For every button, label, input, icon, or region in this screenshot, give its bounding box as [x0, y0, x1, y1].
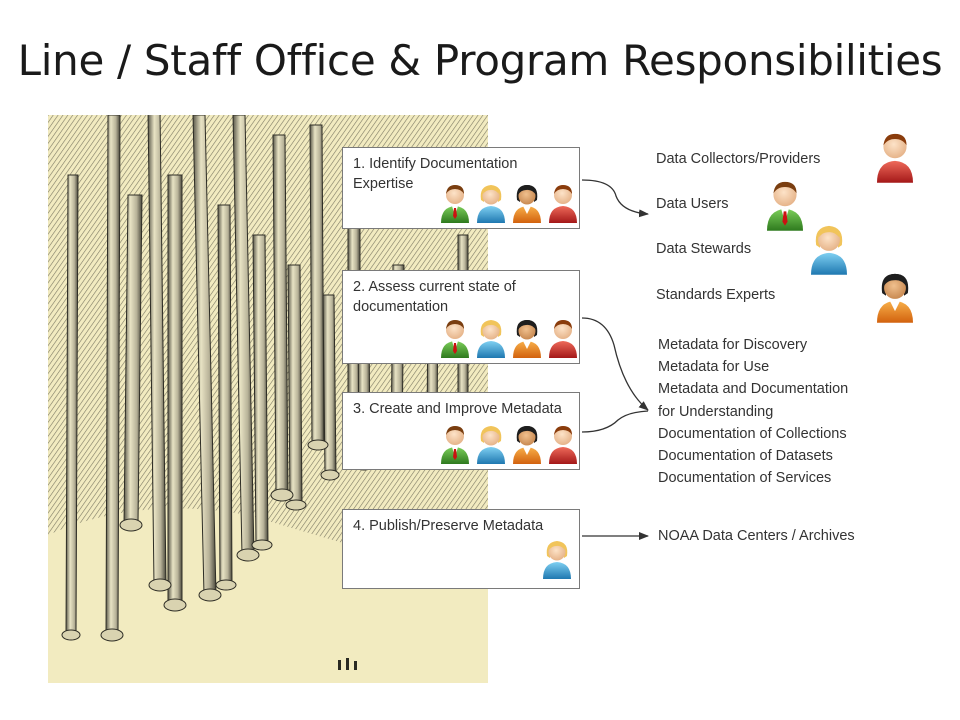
user-blue-icon [475, 182, 507, 224]
archives-label: NOAA Data Centers / Archives [658, 528, 855, 544]
metadata-item: Documentation of Collections [658, 425, 847, 442]
user-green-icon [764, 178, 806, 232]
metadata-item: Metadata for Use [658, 359, 770, 376]
user-green-icon [439, 182, 471, 224]
step-box-1[interactable] [342, 147, 580, 229]
metadata-item: Metadata for Discovery [658, 337, 808, 353]
user-orange-icon [511, 317, 543, 359]
metadata-list [658, 334, 848, 489]
user-red-icon [547, 317, 579, 359]
arrow-step2-to-metadata [582, 318, 648, 410]
user-blue-icon [475, 317, 507, 359]
user-blue-icon [808, 222, 850, 276]
slide-title: Line / Staff Office & Program Responsibilities [17, 36, 943, 85]
arrow-step3-to-metadata [582, 411, 648, 432]
step-box-3[interactable] [342, 392, 580, 470]
step-box-2[interactable] [342, 270, 580, 364]
step-label: 4. Publish/Preserve Metadata [353, 518, 544, 534]
user-green-icon [439, 317, 471, 359]
user-orange-icon [511, 423, 543, 465]
arrow-step1-to-roles [582, 180, 648, 214]
role-users: Data Users [656, 196, 729, 212]
step-label: 2. Assess current state of documentation [353, 279, 516, 315]
people-group [541, 538, 573, 580]
people-group [439, 317, 579, 359]
user-blue-icon [475, 423, 507, 465]
user-red-icon [874, 130, 916, 184]
role-stewards: Data Stewards [656, 241, 752, 257]
user-blue-icon [541, 538, 573, 580]
metadata-item: Documentation of Datasets [658, 448, 833, 465]
metadata-item: for Understanding [658, 403, 774, 420]
metadata-item: Metadata and Documentation [658, 381, 849, 398]
role-experts: Standards Experts [656, 287, 776, 303]
user-green-icon [439, 423, 471, 465]
user-orange-icon [874, 270, 916, 324]
user-red-icon [547, 182, 579, 224]
user-red-icon [547, 423, 579, 465]
user-orange-icon [511, 182, 543, 224]
people-group [439, 182, 579, 224]
metadata-item: Documentation of Services [658, 470, 832, 487]
step-label: 1. Identify Documentation Expertise [353, 156, 518, 192]
role-collectors: Data Collectors/Providers [656, 151, 821, 167]
step-label: 3. Create and Improve Metadata [353, 401, 562, 417]
step-box-4[interactable] [342, 509, 580, 589]
people-group [439, 423, 579, 465]
